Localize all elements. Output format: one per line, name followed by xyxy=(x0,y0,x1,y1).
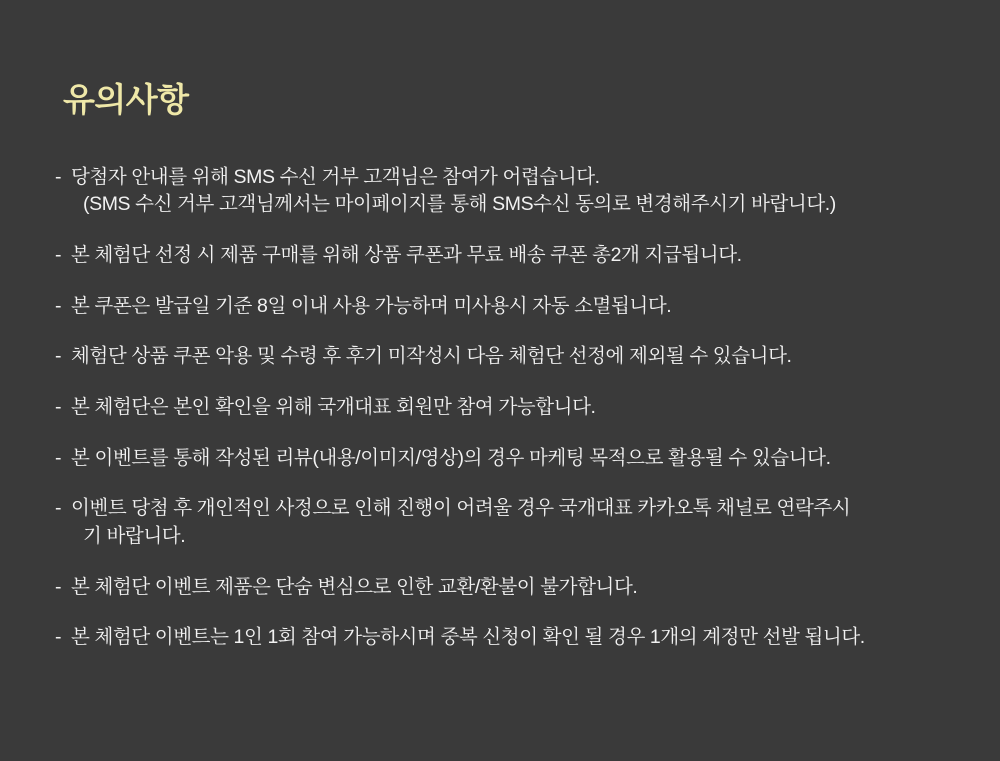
notice-text xyxy=(71,343,945,371)
notice-text xyxy=(71,574,945,602)
notice-text xyxy=(71,445,945,473)
notice-list xyxy=(55,164,945,653)
notice-line: 본 체험단은 본인 확인을 위해 국개대표 회원만 참여 가능합니다. xyxy=(71,396,596,419)
bullet-marker: - xyxy=(55,345,62,368)
notice-line: 본 이벤트를 통해 작성된 리뷰(내용/이미지/영상)의 경우 마케팅 목적으로 활용될 수 있습니다. xyxy=(71,446,831,469)
notice-text xyxy=(71,624,945,652)
notice-line: 본 쿠폰은 발급일 기준 8일 이내 사용 가능하며 미사용시 자동 소멸됩니다. xyxy=(71,294,672,317)
notice-line: 본 체험단 이벤트는 1인 1회 참여 가능하시며 중복 신청이 확인 될 경우 1개의 계정만 선발 됩니다. xyxy=(71,626,865,649)
bullet-marker: - xyxy=(55,626,62,649)
bullet-marker: - xyxy=(55,396,62,419)
notice-line: 본 체험단 이벤트 제품은 단숨 변심으로 인한 교환/환불이 불가합니다. xyxy=(71,575,638,598)
notice-text xyxy=(71,394,945,422)
list-item xyxy=(55,242,945,270)
notice-line: 기 바랍니다. xyxy=(83,525,186,548)
notice-line: 본 체험단 선정 시 제품 구매를 위해 상품 쿠폰과 무료 배송 쿠폰 총2개 지급됩니다. xyxy=(71,243,742,266)
list-item xyxy=(55,495,945,550)
bullet-marker: - xyxy=(55,446,62,469)
notice-line: 이벤트 당첨 후 개인적인 사정으로 인해 진행이 어려울 경우 국개대표 카카오톡 채널로 연락주시 xyxy=(71,497,851,520)
notice-line: (SMS 수신 거부 고객님께서는 마이페이지를 통해 SMS수신 동의로 변경해주시기 바랍니다.) xyxy=(83,193,836,216)
list-item xyxy=(55,624,945,652)
list-item xyxy=(55,394,945,422)
notice-text xyxy=(71,495,945,550)
bullet-marker: - xyxy=(55,294,62,317)
notice-text xyxy=(71,164,945,219)
page-title: 유의사항 xyxy=(63,81,189,118)
list-item xyxy=(55,164,945,219)
list-item xyxy=(55,293,945,321)
list-item xyxy=(55,343,945,371)
bullet-marker: - xyxy=(55,497,62,520)
notice-text xyxy=(71,293,945,321)
bullet-marker: - xyxy=(55,575,62,598)
bullet-marker: - xyxy=(55,165,62,188)
bullet-marker: - xyxy=(55,243,62,266)
list-item xyxy=(55,445,945,473)
notice-line: 체험단 상품 쿠폰 악용 및 수령 후 후기 미작성시 다음 체험단 선정에 제외될 수 있습니다. xyxy=(71,345,792,368)
notice-text xyxy=(71,242,945,270)
list-item xyxy=(55,574,945,602)
notice-line: 당첨자 안내를 위해 SMS 수신 거부 고객님은 참여가 어렵습니다. xyxy=(71,165,600,188)
